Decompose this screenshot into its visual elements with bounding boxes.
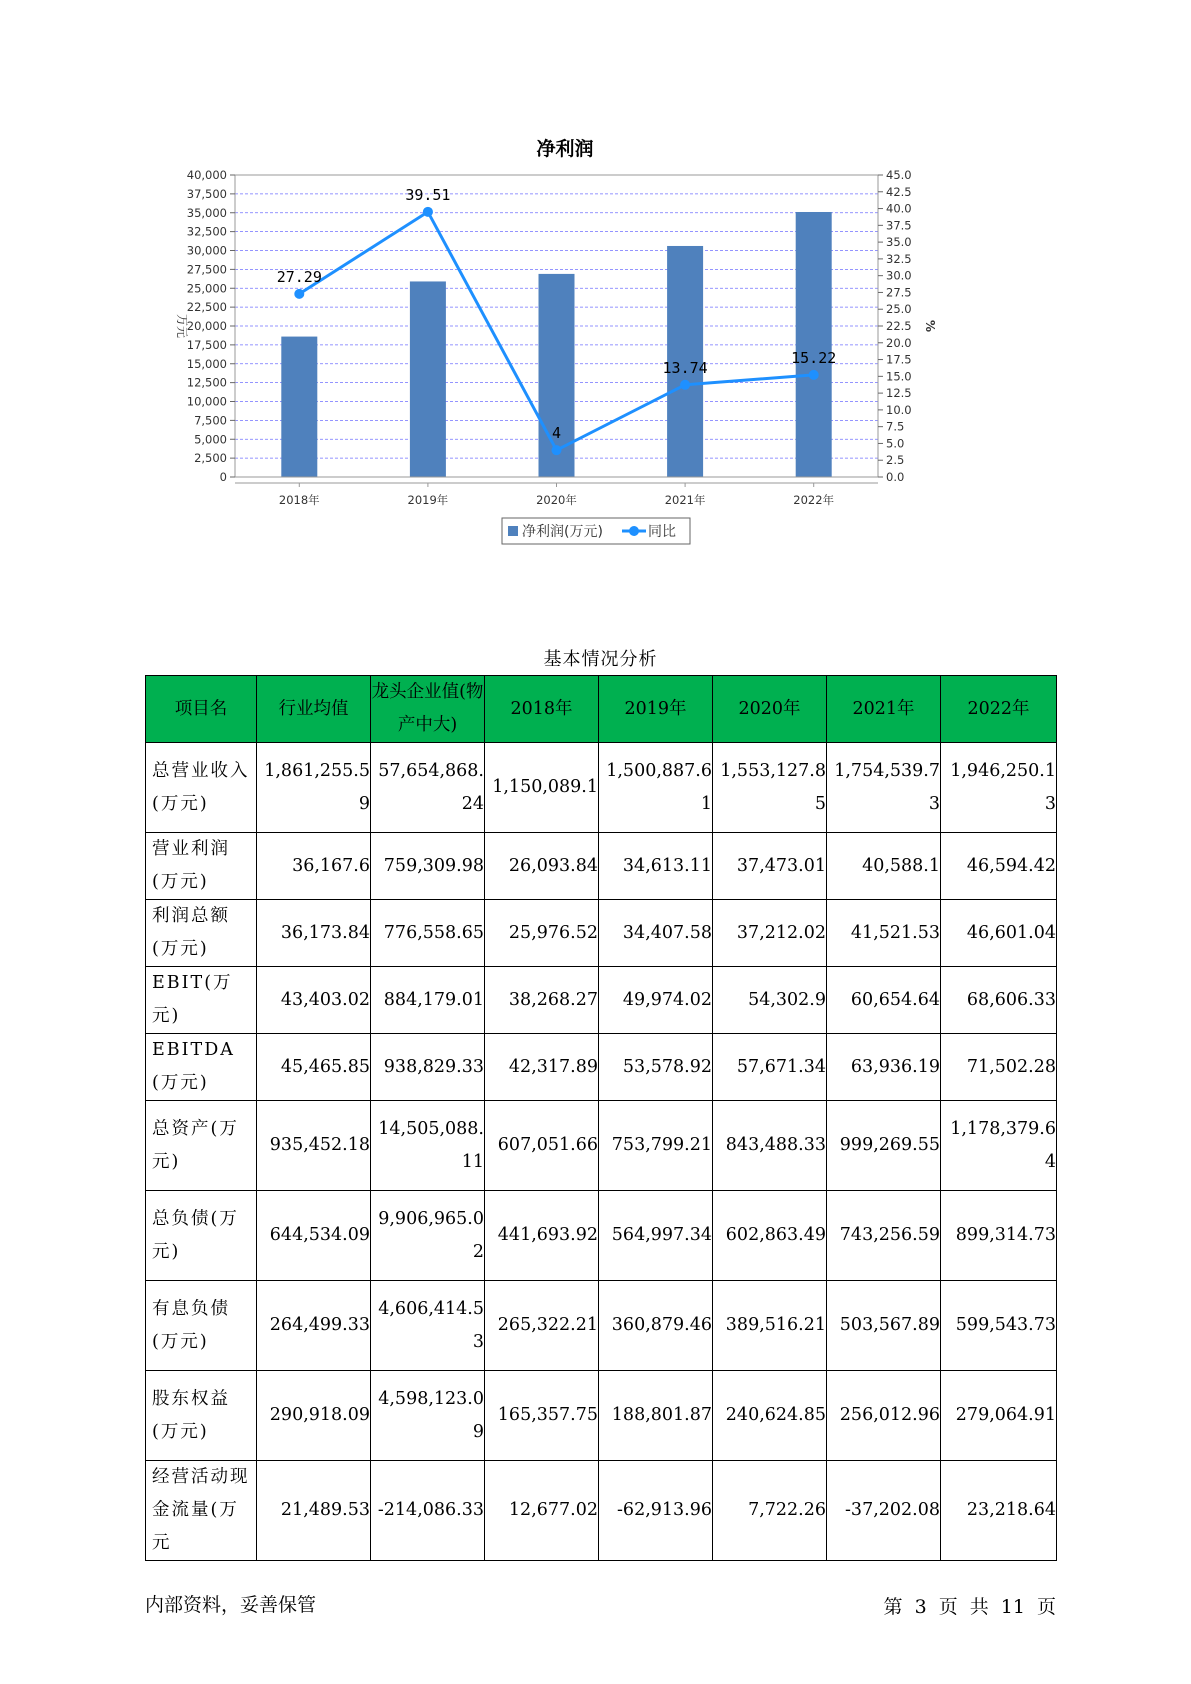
footer-confidential-note: 内部资料，妥善保管: [145, 1594, 317, 1616]
table-row: [146, 1461, 1057, 1561]
right-axis-tick-label: 17.5: [886, 352, 912, 367]
table-cell: 40,588.1: [827, 833, 941, 900]
yoy-point: [552, 445, 562, 455]
table-row: [146, 1371, 1057, 1461]
table-cell: 57,671.34: [713, 1034, 827, 1101]
left-axis-tick-label: 37,500: [186, 186, 227, 201]
table-cell: 441,693.92: [485, 1191, 599, 1281]
right-axis-tick-label: 0.0: [886, 470, 905, 484]
table-cell: 1,500,887.61: [599, 743, 713, 833]
table-cell: 34,613.11: [599, 833, 713, 900]
row-label-cell: EBITDA(万元): [146, 1034, 257, 1101]
right-axis-tick-label: 12.5: [886, 386, 912, 401]
table-cell: 36,173.84: [257, 900, 371, 967]
left-axis-tick-label: 5,000: [194, 432, 227, 447]
table-cell: 23,218.64: [941, 1461, 1057, 1561]
row-label-cell: 有息负债(万元): [146, 1281, 257, 1371]
table-header-cell: 2018年: [485, 676, 599, 743]
table-header-cell: 龙头企业值(物产中大): [371, 676, 485, 743]
right-axis-tick-label: 37.5: [886, 218, 912, 233]
table-cell: -214,086.33: [371, 1461, 485, 1561]
table-cell: 37,473.01: [713, 833, 827, 900]
net-profit-bar: [410, 281, 446, 477]
right-axis-tick-label: 22.5: [886, 319, 912, 333]
table-cell: 21,489.53: [257, 1461, 371, 1561]
left-axis-title: 万元: [175, 313, 189, 339]
table-cell: -37,202.08: [827, 1461, 941, 1561]
table-cell: -62,913.96: [599, 1461, 713, 1561]
table-cell: 389,516.21: [713, 1281, 827, 1371]
right-axis-tick-label: 7.5: [886, 419, 905, 434]
yoy-data-label: 27.29: [276, 267, 322, 286]
right-axis-tick-label: 20.0: [886, 335, 912, 350]
left-axis-tick-label: 7,500: [194, 413, 227, 428]
left-axis-tick-label: 17,500: [186, 337, 227, 352]
legend-bar-swatch: [508, 526, 518, 536]
left-axis-tick-label: 40,000: [186, 168, 227, 182]
table-caption: 基本情况分析: [543, 649, 658, 670]
table-row: [146, 1281, 1057, 1371]
table-cell: 607,051.66: [485, 1101, 599, 1191]
left-axis-tick-label: 10,000: [186, 394, 227, 409]
table-row: [146, 833, 1057, 900]
left-axis-tick-label: 22,500: [186, 300, 227, 315]
table-cell: 843,488.33: [713, 1101, 827, 1191]
table-cell: 899,314.73: [941, 1191, 1057, 1281]
table-cell: 26,093.84: [485, 833, 599, 900]
table-cell: 43,403.02: [257, 967, 371, 1034]
table-row: [146, 900, 1057, 967]
table-cell: 42,317.89: [485, 1034, 599, 1101]
table-cell: 71,502.28: [941, 1034, 1057, 1101]
left-axis-tick-label: 30,000: [186, 243, 227, 258]
table-cell: 1,861,255.59: [257, 743, 371, 833]
x-axis-tick-label: 2018年: [278, 493, 320, 507]
table-cell: 999,269.55: [827, 1101, 941, 1191]
table-cell: 34,407.58: [599, 900, 713, 967]
right-axis-tick-label: 45.0: [886, 168, 912, 182]
left-axis-tick-label: 20,000: [186, 319, 227, 333]
yoy-point: [809, 370, 819, 380]
yoy-point: [294, 289, 304, 299]
table-cell: 188,801.87: [599, 1371, 713, 1461]
table-header-cell: 2022年: [941, 676, 1057, 743]
right-axis-tick-label: 5.0: [886, 436, 905, 451]
table-cell: 49,974.02: [599, 967, 713, 1034]
row-label-cell: 总营业收入(万元): [146, 743, 257, 833]
left-axis-tick-label: 2,500: [194, 451, 227, 466]
table-cell: 1,754,539.73: [827, 743, 941, 833]
x-axis-tick-label: 2020年: [536, 493, 577, 507]
row-label-cell: 总负债(万元): [146, 1191, 257, 1281]
table-cell: 53,578.92: [599, 1034, 713, 1101]
left-axis-tick-label: 32,500: [186, 224, 227, 239]
row-label-cell: 营业利润(万元): [146, 833, 257, 900]
net-profit-chart: [150, 130, 1030, 590]
row-label-cell: 总资产(万元): [146, 1101, 257, 1191]
table-row: [146, 1034, 1057, 1101]
right-axis-tick-label: 15.0: [886, 369, 912, 384]
right-axis-tick-label: 10.0: [886, 402, 912, 417]
yoy-data-label: 39.51: [405, 185, 451, 204]
table-cell: 36,167.6: [257, 833, 371, 900]
table-cell: 290,918.09: [257, 1371, 371, 1461]
table-cell: 753,799.21: [599, 1101, 713, 1191]
row-label-cell: 利润总额(万元): [146, 900, 257, 967]
table-cell: 9,906,965.02: [371, 1191, 485, 1281]
right-axis-tick-label: 32.5: [886, 251, 912, 266]
left-axis-tick-label: 35,000: [186, 205, 227, 220]
table-cell: 1,150,089.1: [485, 743, 599, 833]
table-cell: 68,606.33: [941, 967, 1057, 1034]
right-axis-tick-label: 30.0: [886, 268, 912, 283]
table-cell: 935,452.18: [257, 1101, 371, 1191]
chart-title: 净利润: [536, 138, 594, 160]
legend-line-marker: [629, 526, 639, 536]
table-cell: 37,212.02: [713, 900, 827, 967]
table-cell: 564,997.34: [599, 1191, 713, 1281]
table-row: [146, 1101, 1057, 1191]
net-profit-bar: [281, 337, 317, 477]
table-cell: 1,946,250.13: [941, 743, 1057, 833]
yoy-data-label: 13.74: [662, 358, 708, 377]
table-cell: 57,654,868.24: [371, 743, 485, 833]
table-header-cell: 项目名: [146, 676, 257, 743]
table-cell: 60,654.64: [827, 967, 941, 1034]
table-cell: 743,256.59: [827, 1191, 941, 1281]
table-cell: 240,624.85: [713, 1371, 827, 1461]
table-row: [146, 967, 1057, 1034]
right-axis-tick-label: 42.5: [886, 184, 912, 199]
yoy-point: [423, 207, 433, 217]
yoy-point: [680, 380, 690, 390]
right-axis-tick-label: 27.5: [886, 285, 912, 300]
table-cell: 599,543.73: [941, 1281, 1057, 1371]
table-header-cell: 行业均值: [257, 676, 371, 743]
table-header-cell: 2020年: [713, 676, 827, 743]
table-cell: 1,553,127.85: [713, 743, 827, 833]
right-axis-title: %: [923, 319, 937, 333]
right-axis-tick-label: 25.0: [886, 302, 912, 317]
table-header-cell: 2019年: [599, 676, 713, 743]
table-cell: 264,499.33: [257, 1281, 371, 1371]
row-label-cell: EBIT(万元): [146, 967, 257, 1034]
table-cell: 776,558.65: [371, 900, 485, 967]
analysis-table: [145, 675, 1057, 1561]
legend-bar-label: 净利润(万元): [522, 524, 603, 540]
table-cell: 4,606,414.53: [371, 1281, 485, 1371]
table-cell: 46,594.42: [941, 833, 1057, 900]
legend-line-label: 同比: [648, 524, 676, 540]
table-cell: 265,322.21: [485, 1281, 599, 1371]
table-cell: 165,357.75: [485, 1371, 599, 1461]
table-cell: 38,268.27: [485, 967, 599, 1034]
row-label-cell: 股东权益(万元): [146, 1371, 257, 1461]
table-cell: 360,879.46: [599, 1281, 713, 1371]
footer-page-number: 第 3 页 共 11 页: [883, 1596, 1056, 1618]
table-cell: 12,677.02: [485, 1461, 599, 1561]
left-axis-tick-label: 12,500: [186, 375, 227, 390]
left-axis-tick-label: 15,000: [186, 356, 227, 371]
x-axis-tick-label: 2021年: [664, 493, 706, 507]
net-profit-bar: [796, 212, 832, 477]
table-header-cell: 2021年: [827, 676, 941, 743]
table-cell: 45,465.85: [257, 1034, 371, 1101]
table-cell: 938,829.33: [371, 1034, 485, 1101]
table-cell: 279,064.91: [941, 1371, 1057, 1461]
table-cell: 54,302.9: [713, 967, 827, 1034]
table-cell: 46,601.04: [941, 900, 1057, 967]
table-cell: 503,567.89: [827, 1281, 941, 1371]
table-cell: 14,505,088.11: [371, 1101, 485, 1191]
yoy-data-label: 4: [551, 424, 562, 443]
table-cell: 1,178,379.64: [941, 1101, 1057, 1191]
table-cell: 644,534.09: [257, 1191, 371, 1281]
table-cell: 884,179.01: [371, 967, 485, 1034]
chart-svg: [150, 130, 1030, 590]
table-cell: 759,309.98: [371, 833, 485, 900]
table-cell: 602,863.49: [713, 1191, 827, 1281]
table-cell: 63,936.19: [827, 1034, 941, 1101]
table-cell: 4,598,123.09: [371, 1371, 485, 1461]
left-axis-tick-label: 0: [219, 470, 227, 484]
x-axis-tick-label: 2019年: [407, 493, 449, 507]
chart-legend: [502, 518, 690, 544]
right-axis-tick-label: 40.0: [886, 201, 912, 216]
left-axis-tick-label: 27,500: [186, 262, 227, 277]
table-cell: 256,012.96: [827, 1371, 941, 1461]
row-label-cell: 经营活动现金流量(万元: [146, 1461, 257, 1561]
table-cell: 41,521.53: [827, 900, 941, 967]
table-body: [146, 743, 1057, 1561]
table-cell: 7,722.26: [713, 1461, 827, 1561]
x-axis-tick-label: 2022年: [793, 493, 835, 507]
table-cell: 25,976.52: [485, 900, 599, 967]
left-axis-tick-label: 25,000: [186, 281, 227, 296]
right-axis-tick-label: 2.5: [886, 453, 905, 468]
table-header-row: [146, 676, 1057, 743]
yoy-data-label: 15.22: [791, 348, 837, 367]
table-row: [146, 743, 1057, 833]
right-axis-tick-label: 35.0: [886, 235, 912, 250]
table-row: [146, 1191, 1057, 1281]
